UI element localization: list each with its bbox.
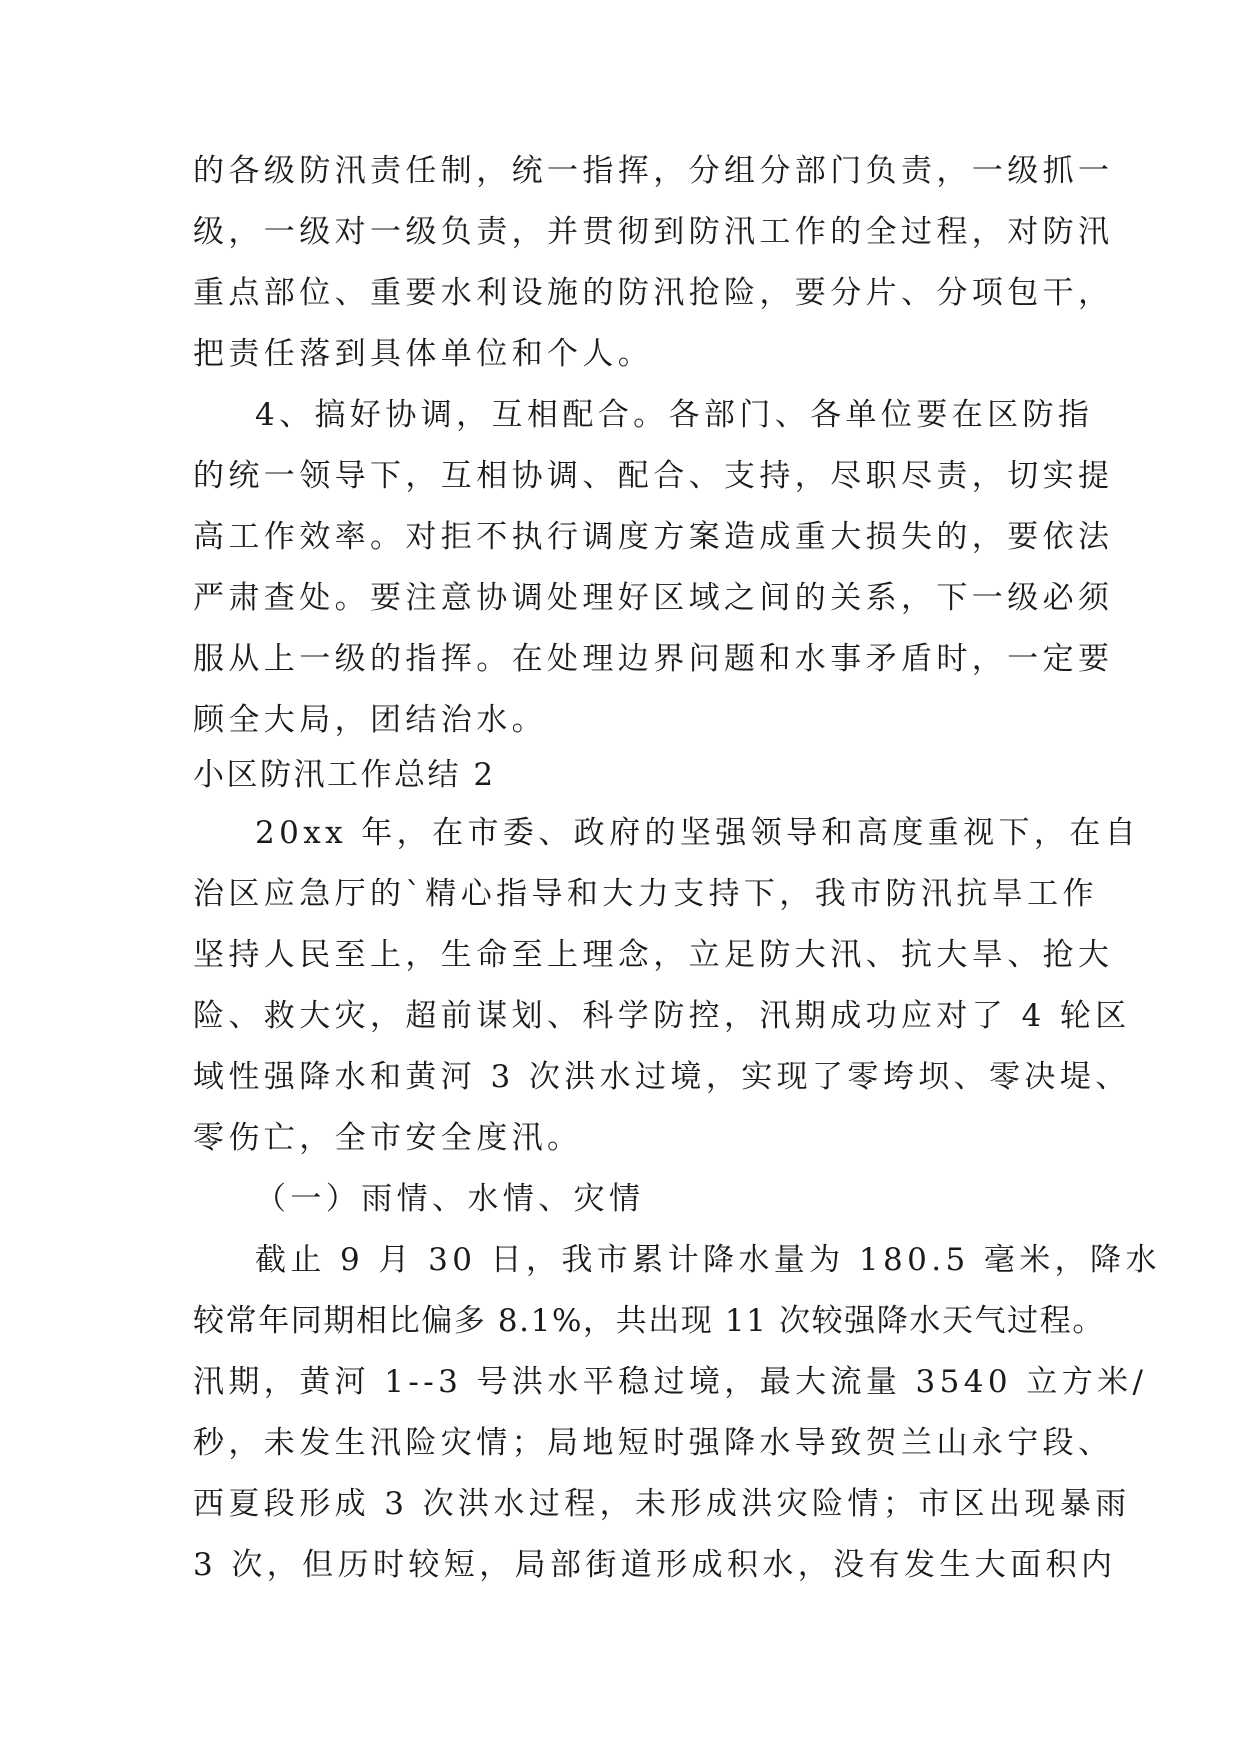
text-line: 坚持人民至上，生命至上理念，立足防大汛、抗大旱、抢大 — [193, 937, 1114, 973]
text-line: 严肃查处。要注意协调处理好区域之间的关系，下一级必须 — [193, 580, 1114, 616]
text-line: 重点部位、重要水利设施的防汛抢险，要分片、分项包干， — [193, 275, 1114, 311]
text-line: 治区应急厅的`精心指导和大力支持下，我市防汛抗旱工作 — [193, 876, 1098, 912]
text-line: 把责任落到具体单位和个人。 — [193, 336, 654, 372]
subsection-heading: （一）雨情、水情、灾情 — [255, 1181, 645, 1217]
text-line: 零伤亡，全市安全度汛。 — [193, 1120, 583, 1156]
text-line: 域性强降水和黄河 3 次洪水过境，实现了零垮坝、零决堤、 — [193, 1059, 1131, 1095]
text-line: 3 次，但历时较短，局部街道形成积水，没有发生大面积内 — [193, 1547, 1117, 1583]
text-line: 的各级防汛责任制，统一指挥，分组分部门负责，一级抓一 — [193, 153, 1114, 189]
text-line: 高工作效率。对拒不执行调度方案造成重大损失的，要依法 — [193, 519, 1114, 555]
text-line: 4、搞好协调，互相配合。各部门、各单位要在区防指 — [255, 397, 1094, 433]
text-line: 顾全大局，团结治水。 — [193, 702, 547, 738]
text-line: 秒，未发生汛险灾情；局地短时强降水导致贺兰山永宁段、 — [193, 1425, 1114, 1461]
text-line: 险、救大灾，超前谋划、科学防控，汛期成功应对了 4 轮区 — [193, 998, 1131, 1034]
text-line: 20xx 年，在市委、政府的坚强领导和高度重视下，在自 — [255, 815, 1141, 851]
text-line: 服从上一级的指挥。在处理边界问题和水事矛盾时，一定要 — [193, 641, 1114, 677]
text-line: 西夏段形成 3 次洪水过程，未形成洪灾险情；市区出现暴雨 — [193, 1486, 1131, 1522]
text-line: 较常年同期相比偏多 8.1%，共出现 11 次较强降水天气过程。 — [193, 1303, 1105, 1339]
text-line: 的统一领导下，互相协调、配合、支持，尽职尽责，切实提 — [193, 458, 1114, 494]
text-line: 截止 9 月 30 日，我市累计降水量为 180.5 毫米，降水 — [255, 1242, 1161, 1278]
text-line: 汛期，黄河 1--3 号洪水平稳过境，最大流量 3540 立方米/ — [193, 1364, 1148, 1400]
text-line: 级，一级对一级负责，并贯彻到防汛工作的全过程，对防汛 — [193, 214, 1114, 250]
section-heading: 小区防汛工作总结 2 — [193, 757, 496, 793]
